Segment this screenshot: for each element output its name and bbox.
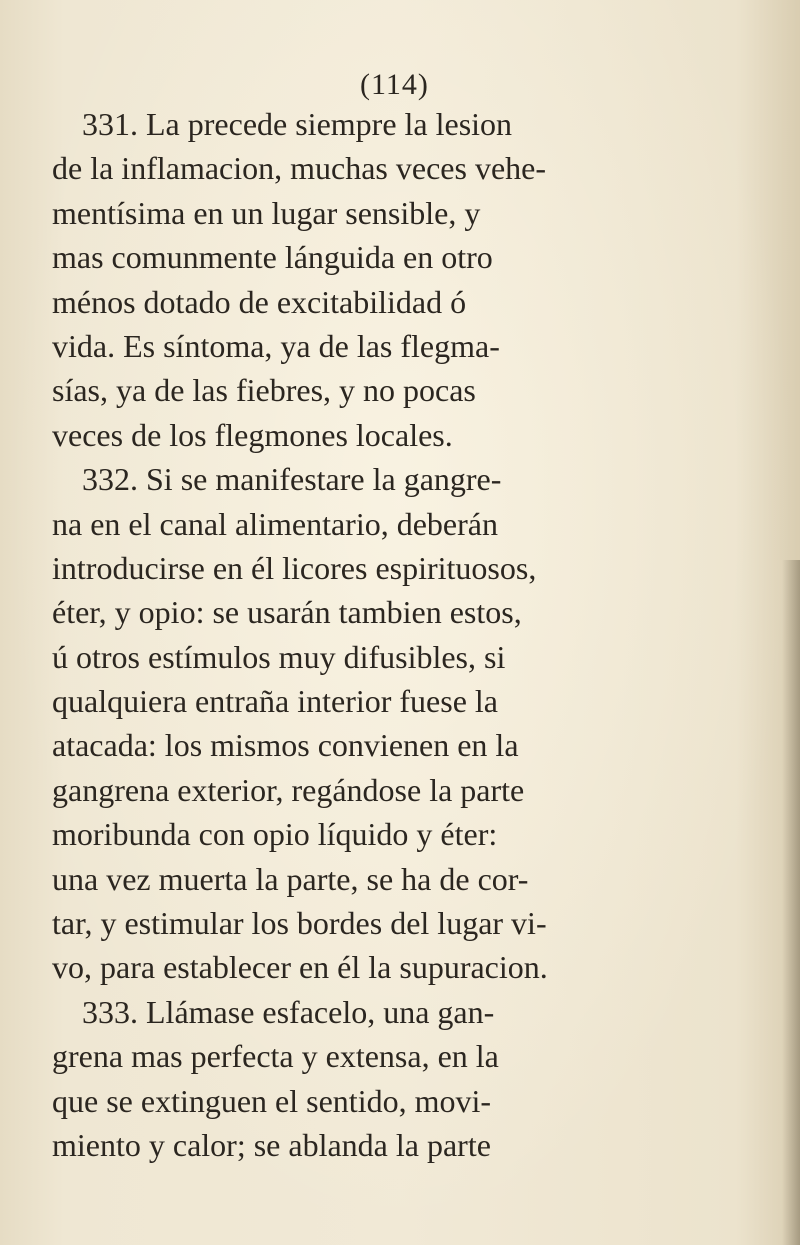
- text-line: una vez muerta la parte, se ha de cor-: [52, 860, 529, 897]
- text-line: de la inflamacion, muchas veces vehe-: [52, 150, 546, 187]
- text-line: vida. Es síntoma, ya de las flegma-: [52, 327, 500, 364]
- text-line: veces de los flegmones locales.: [52, 416, 453, 453]
- text-line: miento y calor; se ablanda la parte: [52, 1126, 491, 1163]
- text-line: vo, para establecer en él la supuracion.: [52, 949, 548, 986]
- text-line: qualquiera entraña interior fuese la: [52, 683, 498, 720]
- text-line: sías, ya de las fiebres, y no pocas: [52, 372, 476, 409]
- text-line: ú otros estímulos muy difusibles, si: [52, 638, 506, 675]
- text-line: na en el canal alimentario, deberán: [52, 505, 498, 542]
- text-line: grena mas perfecta y extensa, en la: [52, 1038, 499, 1075]
- body-text: [52, 102, 752, 1167]
- text-line: atacada: los mismos convienen en la: [52, 727, 519, 764]
- page-number: (114): [360, 68, 429, 101]
- text-line: mentísima en un lugar sensible, y: [52, 194, 481, 231]
- text-line: introducirse en él licores espirituosos,: [52, 549, 537, 586]
- text-line: moribunda con opio líquido y éter:: [52, 816, 498, 853]
- text-line: mas comunmente lánguida en otro: [52, 239, 493, 276]
- text-line-paragraph-332-start: 332. Si se manifestare la gangre-: [82, 461, 502, 498]
- text-line-paragraph-331-start: 331. La precede siempre la lesion: [82, 106, 513, 142]
- page-edge-shadow: [782, 560, 800, 1245]
- text-line-paragraph-333-start: 333. Llámase esfacelo, una gan-: [82, 993, 495, 1030]
- text-line: tar, y estimular los bordes del lugar vi-: [52, 905, 547, 942]
- text-line: ménos dotado de excitabilidad ó: [52, 283, 467, 320]
- text-line: gangrena exterior, regándose la parte: [52, 771, 525, 808]
- text-line: que se extinguen el sentido, movi-: [52, 1082, 492, 1119]
- text-line: éter, y opio: se usarán tambien estos,: [52, 594, 522, 631]
